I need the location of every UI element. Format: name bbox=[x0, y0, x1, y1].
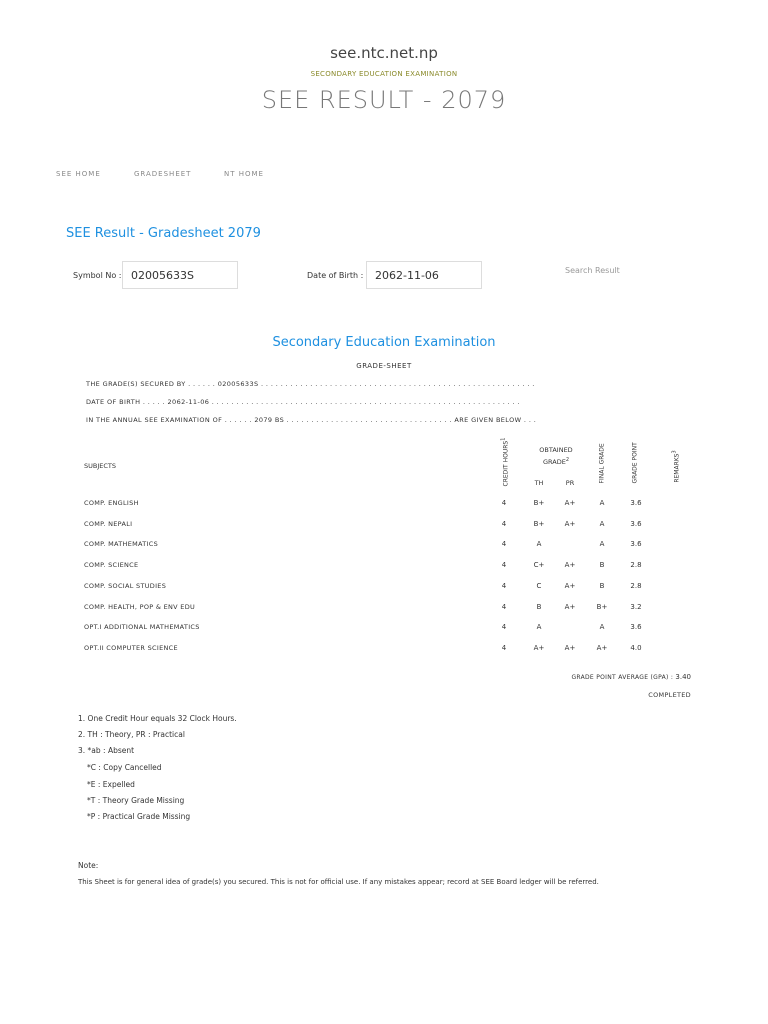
search-result-button[interactable]: Search Result bbox=[565, 266, 620, 275]
subject-name: OPT.I ADDITIONAL MATHEMATICS bbox=[84, 623, 200, 631]
remarks-header: REMARKS$^3$ bbox=[671, 450, 681, 483]
footnote-theory-missing: *T : Theory Grade Missing bbox=[87, 796, 185, 805]
subject-name: COMP. NEPALI bbox=[84, 520, 133, 528]
th-grade-value: A bbox=[536, 623, 542, 631]
final-grade-value: B+ bbox=[596, 603, 608, 611]
final-grade-value: A bbox=[599, 623, 605, 631]
site-domain: see.ntc.net.np bbox=[330, 44, 438, 62]
credit-hours-value: 4 bbox=[501, 603, 507, 611]
site-subtitle: SECONDARY EDUCATION EXAMINATION bbox=[310, 70, 458, 78]
final-grade-value: A bbox=[599, 540, 605, 548]
subject-name: COMP. SOCIAL STUDIES bbox=[84, 582, 167, 590]
dob-label: Date of Birth : bbox=[307, 271, 364, 280]
footnote-th-pr: 2. TH : Theory, PR : Practical bbox=[78, 730, 185, 739]
pr-grade-value: A+ bbox=[564, 499, 576, 507]
pr-grade-value: A+ bbox=[564, 603, 576, 611]
page-title: SEE RESULT - 2079 bbox=[261, 86, 507, 114]
note-text: This Sheet is for general idea of grade(s) you secured. This is not for official use. If any mistakes appear; record at SEE Board ledger will be referred. bbox=[78, 878, 599, 886]
grade-point-value: 3.6 bbox=[630, 499, 642, 507]
dob-input[interactable] bbox=[366, 261, 482, 289]
nav-see-home[interactable]: SEE HOME bbox=[56, 170, 101, 178]
th-grade-value: C+ bbox=[533, 561, 545, 569]
final-grade-value: B bbox=[599, 561, 605, 569]
note-label: Note: bbox=[78, 861, 99, 870]
final-grade-value: A bbox=[599, 520, 605, 528]
footnote-credit-hour: 1. One Credit Hour equals 32 Clock Hours. bbox=[78, 714, 237, 723]
subject-name: COMP. ENGLISH bbox=[84, 499, 139, 507]
grade-point-value: 3.2 bbox=[630, 603, 642, 611]
credit-hours-value: 4 bbox=[501, 644, 507, 652]
symbol-input[interactable] bbox=[122, 261, 238, 289]
final-grade-value: A bbox=[599, 499, 605, 507]
subject-name: COMP. MATHEMATICS bbox=[84, 540, 159, 548]
pr-header: PR bbox=[565, 479, 575, 487]
footnote-practical-missing: *P : Practical Grade Missing bbox=[87, 812, 191, 821]
nav-nt-home[interactable]: NT HOME bbox=[224, 170, 264, 178]
pr-grade-value: A+ bbox=[564, 561, 576, 569]
gradesheet-title: GRADE-SHEET bbox=[356, 362, 412, 370]
th-grade-value: B+ bbox=[533, 499, 545, 507]
subject-name: OPT.II COMPUTER SCIENCE bbox=[84, 644, 178, 652]
grade-point-value: 2.8 bbox=[630, 561, 642, 569]
credit-hours-value: 4 bbox=[501, 540, 507, 548]
exam-title: Secondary Education Examination bbox=[272, 335, 496, 350]
th-grade-value: A+ bbox=[533, 644, 545, 652]
footnote-absent: 3. *ab : Absent bbox=[78, 746, 135, 755]
credit-hours-header: CREDIT HOURS$^1$ bbox=[500, 437, 510, 487]
subject-name: COMP. SCIENCE bbox=[84, 561, 139, 569]
dob-line: DATE OF BIRTH . . . . . 2062-11-06 . . . . . . . . . . . . . . . . . . . . . . . . . . . . . . . . . . . . . . . . . . . . . . . . . . . . . . . . . . . . . . . bbox=[86, 398, 521, 406]
grade-point-value: 3.6 bbox=[630, 623, 642, 631]
th-header: TH bbox=[534, 479, 544, 487]
final-grade-header: FINAL GRADE bbox=[598, 443, 606, 484]
pr-grade-value: A+ bbox=[564, 520, 576, 528]
footnote-copy-cancelled: *C : Copy Cancelled bbox=[87, 763, 162, 772]
credit-hours-value: 4 bbox=[501, 582, 507, 590]
nav-gradesheet[interactable]: GRADESHEET bbox=[134, 170, 192, 178]
credit-hours-value: 4 bbox=[501, 499, 507, 507]
subjects-header: SUBJECTS bbox=[84, 462, 117, 470]
grade-point-value: 3.6 bbox=[630, 520, 642, 528]
gradesheet-heading: SEE Result - Gradesheet 2079 bbox=[66, 226, 261, 241]
result-status: COMPLETED bbox=[648, 691, 691, 699]
credit-hours-value: 4 bbox=[501, 520, 507, 528]
gpa-line: GRADE POINT AVERAGE (GPA) : 3.40 bbox=[571, 673, 691, 681]
th-grade-value: C bbox=[536, 582, 542, 590]
grade-point-value: 4.0 bbox=[630, 644, 642, 652]
secured-by-line: THE GRADE(S) SECURED BY . . . . . . 02005633S . . . . . . . . . . . . . . . . . . . . . . . . . . . . . . . . . . . . . . . . . . . . . . . . . . . . . . . . bbox=[86, 380, 535, 388]
final-grade-value: B bbox=[599, 582, 605, 590]
final-grade-value: A+ bbox=[596, 644, 608, 652]
credit-hours-value: 4 bbox=[501, 623, 507, 631]
grade-point-value: 2.8 bbox=[630, 582, 642, 590]
pr-grade-value: A+ bbox=[564, 644, 576, 652]
symbol-label: Symbol No : bbox=[73, 271, 122, 280]
footnote-expelled: *E : Expelled bbox=[87, 780, 135, 789]
th-grade-value: A bbox=[536, 540, 542, 548]
grade-point-value: 3.6 bbox=[630, 540, 642, 548]
th-grade-value: B bbox=[536, 603, 542, 611]
obtained-header: OBTAINED bbox=[539, 446, 573, 454]
pr-grade-value: A+ bbox=[564, 582, 576, 590]
grade-header: GRADE$^2$ bbox=[542, 457, 570, 467]
subject-name: COMP. HEALTH, POP & ENV EDU bbox=[84, 603, 196, 611]
grade-point-header: GRADE POINT bbox=[631, 442, 639, 484]
th-grade-value: B+ bbox=[533, 520, 545, 528]
exam-year-line: IN THE ANNUAL SEE EXAMINATION OF . . . . . . 2079 BS . . . . . . . . . . . . . . . . . . . . . . . . . . . . . . . . . . ARE GIVEN BELOW . . . bbox=[86, 416, 537, 424]
credit-hours-value: 4 bbox=[501, 561, 507, 569]
